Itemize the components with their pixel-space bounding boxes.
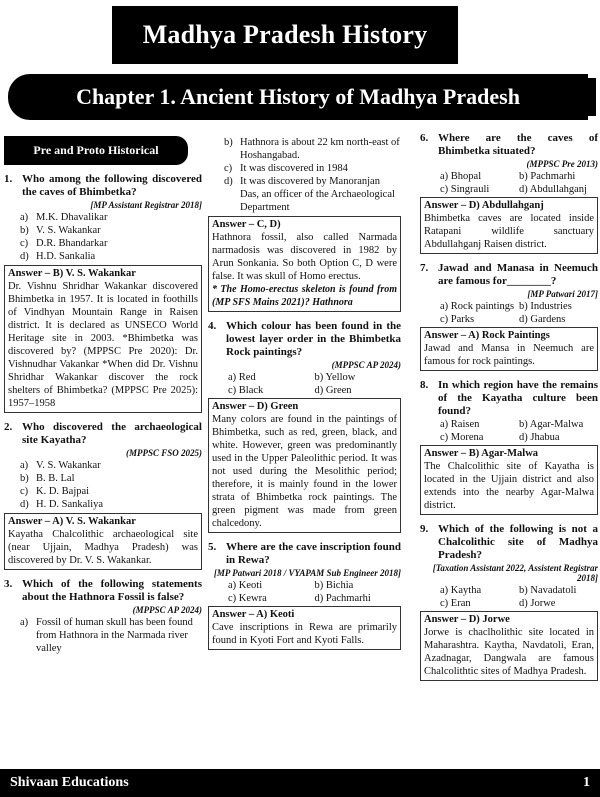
option-text: V. S. Wakankar: [36, 225, 101, 236]
option: d) Pachmarhi: [314, 593, 371, 604]
answer-explanation: Bhimbetka caves are located inside Ratapani wildlife sanctuary Abdullahganj Raisen district.: [424, 213, 594, 250]
answer-heading: Answer – D) Abdullahganj: [424, 200, 544, 211]
option: a) Red: [228, 372, 256, 383]
options-grid: [420, 300, 598, 326]
option: a) Rock paintings: [440, 301, 515, 312]
option: b) Industries: [519, 301, 572, 312]
option-key: c): [20, 238, 29, 249]
answer-explanation: Kayatha Chalcolithic archaeological site (near Ujjain, Madhya Pradesh) was discovered by Dr. V. S. Wakankar.: [8, 529, 198, 566]
answer-box: [208, 398, 401, 533]
question-3: [4, 578, 202, 655]
option: a) Raisen: [440, 419, 480, 430]
publisher-name: Shivaan Educations: [10, 775, 129, 790]
answer-explanation: Jorwe is chaclholithic site located in Maharashtra. Kaytha, Navdatoli, Eran, Azadnagar, Dangwala are famous Chalcolithtic sites of Madhya Pradesh.: [424, 627, 594, 677]
answer-heading: Answer – C, D): [212, 219, 281, 230]
option: c) Parks: [440, 314, 475, 325]
page-number: 1: [583, 775, 590, 790]
option-key: b): [20, 225, 29, 236]
answer-box: [420, 327, 598, 371]
option-text: D.R. Bhandarkar: [36, 238, 108, 249]
options-grid: [420, 418, 598, 444]
answer-box: [420, 197, 598, 254]
question-9: [420, 523, 598, 681]
exam-reference: (MPPSC AP 2024): [132, 605, 202, 615]
question-text: Who discovered the archaeological site Kayatha?: [22, 421, 202, 446]
option: c) Kewra: [228, 593, 267, 604]
column-1: [4, 132, 202, 657]
question-text: Where are the caves of Bhimbetka situated?: [438, 132, 598, 157]
answer-box: [208, 216, 401, 312]
option-text: H.D. Sankalia: [36, 251, 96, 262]
chapter-title: Chapter 1. Ancient History of Madhya Pradesh: [8, 74, 588, 120]
section-heading: Pre and Proto Historical: [4, 136, 188, 165]
answer-box: [4, 513, 202, 570]
exam-reference: (MPPSC FSO 2025): [125, 448, 202, 458]
answer-heading: Answer – B) Agar-Malwa: [424, 448, 539, 459]
option: d) Abdullahganj: [519, 184, 587, 195]
question-number: 5.: [208, 541, 217, 553]
page-footer: [0, 769, 600, 797]
option-key: c): [224, 163, 233, 174]
exam-reference: (MPPSC Pre 2013): [526, 159, 598, 169]
answer-explanation: Jawad and Mansa in Neemuch are famous for rock paintings.: [424, 343, 594, 367]
column-3: [420, 132, 598, 689]
answer-box: [420, 611, 598, 681]
book-title: Madhya Pradesh History: [112, 6, 458, 64]
question-6: [420, 132, 598, 254]
options-list: [4, 616, 202, 655]
option: a) Kaytha: [440, 585, 482, 596]
option-key: b): [20, 473, 29, 484]
option-key: d): [224, 176, 233, 187]
question-8: [420, 379, 598, 515]
option: a) Keoti: [228, 580, 263, 591]
option: c) Morena: [440, 432, 484, 443]
question-5: [208, 541, 401, 650]
options-grid: [420, 170, 598, 196]
option: d) Jorwe: [519, 598, 556, 609]
question-text: Which of the following is not a Chalcolithic site of Madhya Pradesh?: [438, 523, 598, 561]
option-key: d): [20, 499, 29, 510]
option: b) Bichia: [314, 580, 354, 591]
answer-explanation: The Chalcolithic site of Kayatha is located in the Ujjain district and also extends into the nearby Agar-Malwa district.: [424, 461, 594, 511]
exam-reference: (MPPSC AP 2024): [331, 360, 401, 370]
exam-reference: [MP Assistant Registrar 2018]: [90, 200, 202, 210]
option-text: Fossil of human skull has been found from Hathnora in the Narmada river valley: [36, 617, 193, 654]
options-list: [4, 211, 202, 263]
option-text: It was discovered by Manoranjan Das, an officer of the Archaeological Department: [240, 176, 395, 213]
answer-heading: Answer – A) Keoti: [212, 609, 295, 620]
option: b) Pachmarhi: [519, 171, 576, 182]
answer-note: * The Homo-erectus skeleton is found from (MP SFS Mains 2021)? Hathnora: [212, 284, 397, 308]
question-text: In which region have the remains of the Kayatha culture been found?: [438, 379, 598, 417]
option: d) Jhabua: [519, 432, 560, 443]
question-number: 3.: [4, 578, 13, 590]
answer-heading: Answer – A) Rock Paintings: [424, 330, 550, 341]
option-key: a): [20, 617, 29, 628]
exam-reference: [MP Patwari 2018 / VYAPAM Sub Engineer 2018]: [213, 568, 401, 578]
column-2: [208, 136, 401, 658]
question-2: [4, 421, 202, 570]
option-text: H. D. Sankaliya: [36, 499, 104, 510]
answer-explanation: Many colors are found in the paintings of Bhimbetka, such as red, green, black, and white. However, green was predominantly used in the Upper Paleolithic period. It was not used during the Mesolithic period; therefore, it is mainly found in the lower strata of Bhimbetka rock paintings. The green pigment was made from green chalcedony.: [212, 414, 397, 529]
option-key: c): [20, 486, 29, 497]
exam-reference: [MP Patwari 2017]: [527, 289, 598, 299]
question-7: [420, 262, 598, 371]
options-list: [4, 459, 202, 511]
option-key: a): [20, 212, 29, 223]
option-text: M.K. Dhavalikar: [36, 212, 108, 223]
question-1: [4, 173, 202, 413]
exam-reference: [Taxation Assistant 2022, Assistent Registrar 2018]: [432, 563, 598, 583]
answer-heading: Answer – D) Jorwe: [424, 614, 510, 625]
question-text: Which colour has been found in the lowest layer order in the Bhimbetka Rock paintings?: [226, 320, 401, 358]
option: b) Yellow: [314, 372, 356, 383]
option: b) Navadatoli: [519, 585, 577, 596]
options-grid: [420, 584, 598, 610]
option-key: b): [224, 137, 233, 148]
question-text: Where are the cave inscription found in Rewa?: [226, 541, 401, 566]
option: a) Bhopal: [440, 171, 482, 182]
question-text: Who among the following discovered the caves of Bhimbetka?: [22, 173, 202, 198]
question-number: 6.: [420, 132, 429, 144]
option: d) Gardens: [519, 314, 566, 325]
options-grid: [208, 579, 401, 605]
option-key: a): [20, 460, 29, 471]
answer-explanation: Hathnora fossil, also called Narmada narmadosis was discovered in 1982 by Arun Sonkania. So both Option C, D were false. It was skull of Homo erectus.: [212, 232, 397, 282]
answer-explanation: Cave inscriptions in Rewa are primarily found in Kyoti Fort and Kyoti Falls.: [212, 622, 397, 646]
option: b) Agar-Malwa: [519, 419, 584, 430]
option: c) Black: [228, 385, 264, 396]
answer-heading: Answer – D) Green: [212, 401, 299, 412]
question-number: 2.: [4, 421, 13, 433]
option-text: Hathnora is about 22 km north-east of Hoshangabad.: [240, 137, 400, 161]
option: c) Eran: [440, 598, 471, 609]
question-number: 4.: [208, 320, 217, 332]
question-number: 1.: [4, 173, 13, 185]
option-key: d): [20, 251, 29, 262]
option-text: It was discovered in 1984: [240, 163, 348, 174]
question-text: Which of the following statements about the Hathnora Fossil is false?: [22, 578, 202, 603]
option-text: V. S. Wakankar: [36, 460, 101, 471]
question-4: [208, 320, 401, 533]
question-text: Jawad and Manasa in Neemuch are famous for________?: [438, 262, 598, 287]
option: c) Singrauli: [440, 184, 490, 195]
answer-heading: Answer – B) V. S. Wakankar: [8, 268, 136, 279]
answer-box: [420, 445, 598, 515]
question-number: 9.: [420, 523, 429, 535]
answer-heading: Answer – A) V. S. Wakankar: [8, 516, 136, 527]
answer-explanation: Dr. Vishnu Shridhar Wakankar discovered Bhimbetka in 1957. It is located in foothills of Vindhyan Mountain Range in Raisen district. It is declared as UNSECO World Heritage site in 2003. *Bhimbetka was discovered by? (MPPSC Pre 2020): Dr. Vishnudhar Vakankar *When did Dr. Vishnu Shridhar Wakankar discover the rock shelters of Bhimbetka? (MPPSC Pre 2025): 1957–1958: [8, 281, 198, 409]
option-text: B. B. Lal: [36, 473, 75, 484]
option: d) Green: [314, 385, 352, 396]
options-list: [208, 136, 401, 214]
answer-box: [208, 606, 401, 650]
options-grid: [208, 371, 401, 397]
question-number: 7.: [420, 262, 429, 274]
question-number: 8.: [420, 379, 429, 391]
answer-box: [4, 265, 202, 413]
option-text: K. D. Bajpai: [36, 486, 90, 497]
